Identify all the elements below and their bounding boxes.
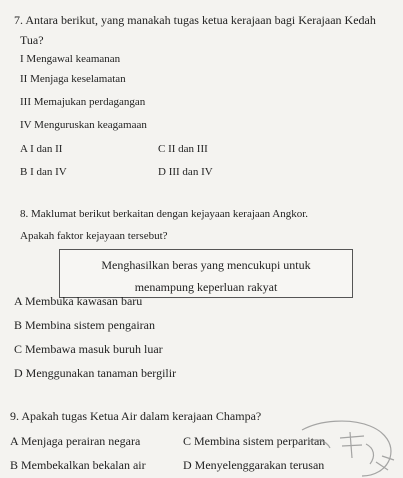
q9-option-c[interactable]: C Membina sistem perparitan xyxy=(183,434,326,448)
q7-option-c[interactable]: C II dan III xyxy=(158,143,208,155)
q8-question-line2: Apakah faktor kejayaan tersebut? xyxy=(20,230,168,242)
q7-option-b[interactable]: B I dan IV xyxy=(20,166,67,178)
q9-option-b[interactable]: B Membekalkan bekalan air xyxy=(10,458,146,472)
q8-info-box xyxy=(59,249,353,298)
q7-question-line2: Tua? xyxy=(20,33,44,47)
q7-item-4: IV Menguruskan keagamaan xyxy=(20,119,147,131)
q8-option-c[interactable]: C Membawa masuk buruh luar xyxy=(14,342,163,356)
q7-item-3: III Memajukan perdagangan xyxy=(20,96,146,108)
q7-question-line1: 7. Antara berikut, yang manakah tugas ketua kerajaan bagi Kerajaan Kedah xyxy=(14,13,376,27)
q8-info-line2: menampung keperluan rakyat xyxy=(134,280,278,294)
q9-question: 9. Apakah tugas Ketua Air dalam kerajaan Champa? xyxy=(10,409,262,423)
q8-option-b[interactable]: B Membina sistem pengairan xyxy=(14,318,155,332)
q7-item-2: II Menjaga keselamatan xyxy=(20,73,126,85)
q9-option-d[interactable]: D Menyelenggarakan terusan xyxy=(183,458,325,472)
q8-info-line1: Menghasilkan beras yang mencukupi untuk xyxy=(101,258,311,272)
q7-option-a[interactable]: A I dan II xyxy=(20,143,63,155)
q8-question-line1: 8. Maklumat berikut berkaitan dengan kejayaan kerajaan Angkor. xyxy=(20,208,309,220)
q9-option-a[interactable]: A Menjaga perairan negara xyxy=(10,434,141,448)
q7-item-1: I Mengawal keamanan xyxy=(20,53,121,65)
q8-option-d[interactable]: D Menggunakan tanaman bergilir xyxy=(14,366,177,380)
q8-option-a[interactable]: A Membuka kawasan baru xyxy=(14,294,143,308)
q7-option-d[interactable]: D III dan IV xyxy=(158,166,213,178)
pencil-sketch-decoration xyxy=(290,418,403,478)
